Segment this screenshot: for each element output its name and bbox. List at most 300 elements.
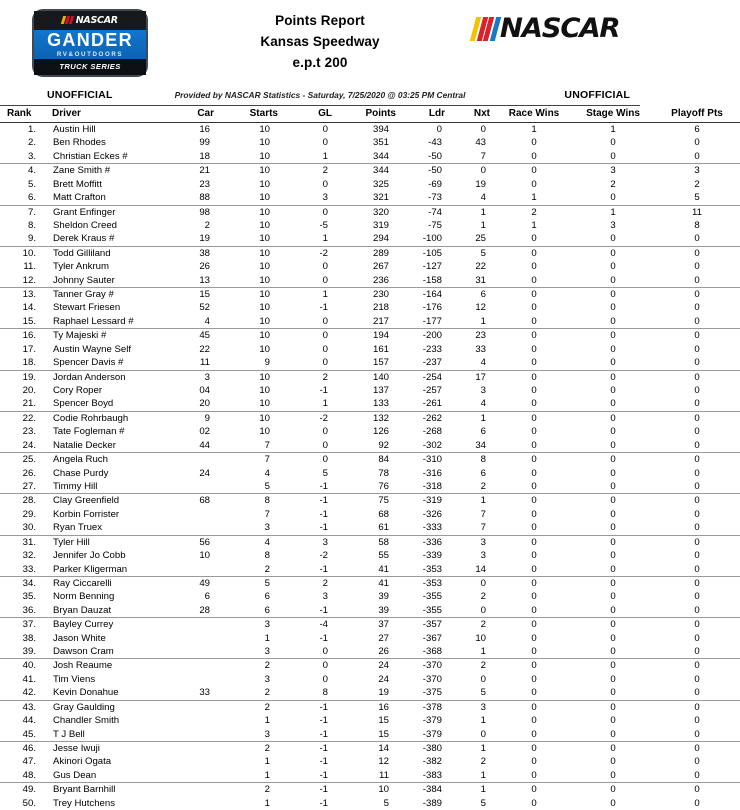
cell-car	[174, 741, 230, 755]
cell-ldr: -382	[422, 756, 442, 768]
table-row[interactable]	[0, 604, 740, 618]
cell-driver: Ray Ciccarelli	[53, 577, 112, 589]
cell-points: 39	[344, 604, 404, 618]
cell-gl: 2	[322, 165, 328, 177]
cell-ldr: -158	[404, 274, 452, 288]
table-row[interactable]	[0, 164, 740, 178]
cell-ldr: -353	[404, 563, 452, 577]
cell-playoff-pts: 8	[694, 219, 700, 231]
cell-gl: -1	[319, 385, 328, 397]
cell-race-wins: 0	[496, 439, 572, 453]
cell-gl: 0	[322, 426, 328, 438]
cell-ldr: -355	[404, 604, 452, 618]
table-row[interactable]	[0, 356, 740, 370]
table-row[interactable]	[0, 136, 740, 149]
table-row[interactable]	[0, 384, 740, 397]
cell-rank: 20.	[22, 385, 36, 397]
cell-gl: 5	[322, 467, 328, 479]
cell-car	[174, 521, 230, 535]
cell-rank: 39.	[0, 645, 42, 659]
cell-starts: 10	[259, 261, 270, 273]
cell-nxt: 19	[475, 178, 486, 190]
table-row[interactable]	[0, 329, 740, 343]
cell-gl: -1	[292, 521, 344, 535]
cell-nxt: 5	[480, 797, 486, 809]
table-row[interactable]	[0, 659, 740, 673]
table-row[interactable]	[0, 549, 740, 562]
table-row[interactable]	[0, 563, 740, 577]
column-header-nxt[interactable]: Nxt	[452, 106, 496, 123]
cell-nxt: 0	[480, 165, 486, 177]
cell-gl: 0	[322, 206, 328, 218]
cell-rank: 35.	[22, 591, 36, 603]
cell-nxt: 3	[480, 536, 486, 548]
cell-gl: 0	[322, 343, 328, 355]
cell-car: 16	[199, 124, 210, 135]
cell-points: 5	[383, 797, 389, 809]
column-header-stage-wins[interactable]: Stage Wins	[572, 106, 654, 123]
cell-gl: -1	[319, 797, 328, 809]
cell-driver: Natalie Decker	[42, 439, 174, 453]
column-header-playoff-pts[interactable]: Playoff Pts	[654, 106, 740, 123]
cell-driver: Chase Purdy	[53, 467, 109, 479]
cell-stage-wins: 0	[572, 439, 654, 453]
cell-driver: Bryant Barnhill	[53, 784, 116, 796]
cell-race-wins: 1	[496, 191, 572, 205]
cell-playoff-pts: 0	[694, 343, 700, 355]
cell-driver: Josh Reaume	[53, 660, 113, 672]
column-header-gl[interactable]: GL	[292, 106, 344, 123]
table-row[interactable]	[0, 246, 740, 260]
cell-ldr: -383	[404, 769, 452, 783]
cell-ldr: -379	[404, 728, 452, 742]
cell-rank: 25.	[22, 454, 36, 466]
cell-car: 02	[199, 426, 210, 438]
table-row[interactable]	[0, 508, 740, 521]
table-row[interactable]	[0, 769, 740, 783]
table-row[interactable]	[0, 397, 740, 411]
table-row[interactable]	[0, 618, 740, 632]
cell-ldr: -326	[422, 508, 442, 520]
cell-race-wins: 0	[531, 289, 537, 301]
cell-points: 78	[378, 467, 389, 479]
cell-race-wins: 1	[531, 124, 537, 135]
cell-starts: 1	[264, 797, 270, 809]
column-header-race-wins[interactable]: Race Wins	[496, 106, 572, 123]
cell-stage-wins: 1	[610, 124, 616, 135]
cell-playoff-pts: 0	[654, 645, 740, 659]
table-row[interactable]	[0, 467, 740, 480]
cell-driver: Kevin Donahue	[42, 686, 174, 700]
table-row[interactable]	[0, 260, 740, 273]
cell-playoff-pts: 0	[694, 619, 700, 631]
cell-driver: Clay Greenfield	[53, 495, 120, 507]
cell-points: 11	[344, 769, 404, 783]
cell-starts: 10	[259, 371, 270, 383]
cell-points: 61	[344, 521, 404, 535]
cell-gl: -1	[292, 480, 344, 494]
cell-driver: Tyler Ankrum	[53, 261, 109, 273]
cell-starts: 8	[264, 495, 270, 507]
cell-starts: 10	[259, 178, 270, 190]
cell-starts: 8	[264, 550, 270, 562]
cell-rank: 33.	[0, 563, 42, 577]
cell-points: 319	[372, 219, 389, 231]
cell-gl: -1	[319, 495, 328, 507]
cell-driver: Zane Smith #	[53, 165, 111, 177]
cell-stage-wins: 0	[610, 577, 616, 589]
cell-playoff-pts: 0	[694, 715, 700, 727]
table-row[interactable]	[0, 219, 740, 232]
cell-gl: -1	[319, 632, 328, 644]
cell-ldr: -302	[404, 439, 452, 453]
title-line-track: Kansas Speedway	[260, 34, 380, 49]
cell-rank: 47.	[22, 756, 36, 768]
cell-points: 132	[372, 412, 389, 424]
cell-points: 15	[378, 715, 389, 727]
cell-ldr: -379	[422, 715, 442, 727]
cell-race-wins: 0	[531, 137, 537, 149]
column-header-points[interactable]: Points	[344, 106, 404, 123]
cell-stage-wins: 0	[572, 645, 654, 659]
cell-car: 44	[174, 439, 230, 453]
cell-starts: 6	[264, 591, 270, 603]
cell-stage-wins: 0	[610, 330, 616, 342]
cell-stage-wins: 0	[610, 715, 616, 727]
cell-ldr: -73	[404, 191, 452, 205]
cell-starts: 1	[264, 632, 270, 644]
cell-stage-wins: 0	[610, 289, 616, 301]
cell-driver: Ryan Truex	[42, 521, 174, 535]
points-standings-table	[0, 106, 740, 810]
cell-playoff-pts: 0	[694, 302, 700, 314]
cell-nxt: 3	[480, 701, 486, 713]
table-row[interactable]	[0, 370, 740, 384]
cell-gl: -1	[292, 604, 344, 618]
table-row[interactable]	[0, 590, 740, 603]
cell-points: 230	[372, 289, 389, 301]
cell-starts: 10	[259, 247, 270, 259]
table-row[interactable]	[0, 686, 740, 700]
cell-gl: 0	[292, 274, 344, 288]
cell-ldr: -100	[404, 232, 452, 246]
table-row[interactable]	[0, 150, 740, 164]
table-row[interactable]	[0, 205, 740, 219]
cell-nxt: 10	[475, 632, 486, 644]
cell-gl: -1	[319, 302, 328, 314]
table-row[interactable]	[0, 343, 740, 356]
cell-ldr: -75	[428, 219, 442, 231]
cell-starts: 10	[259, 385, 270, 397]
cell-starts: 5	[230, 480, 292, 494]
cell-points: 126	[372, 426, 389, 438]
cell-ldr: -316	[422, 467, 442, 479]
cell-starts: 9	[230, 356, 292, 370]
cell-race-wins: 0	[531, 330, 537, 342]
cell-starts: 10	[230, 397, 292, 411]
cell-driver: Bryan Dauzat	[42, 604, 174, 618]
table-row[interactable]	[0, 673, 740, 686]
cell-race-wins: 0	[496, 315, 572, 329]
cell-rank: 16.	[22, 330, 36, 342]
cell-rank: 1.	[27, 124, 36, 135]
cell-points: 10	[378, 784, 389, 796]
cell-nxt: 7	[480, 508, 486, 520]
table-row[interactable]	[0, 411, 740, 425]
cell-rank: 48.	[0, 769, 42, 783]
table-row[interactable]	[0, 632, 740, 645]
cell-stage-wins: 0	[610, 536, 616, 548]
logo-brand-name: GANDER	[47, 29, 133, 50]
cell-car: 4	[174, 315, 230, 329]
cell-points: 344	[372, 165, 389, 177]
cell-rank: 42.	[0, 686, 42, 700]
cell-gl: 8	[292, 686, 344, 700]
cell-driver: Jason White	[53, 632, 106, 644]
cell-race-wins: 0	[531, 508, 537, 520]
table-row[interactable]	[0, 232, 740, 246]
cell-car: 28	[174, 604, 230, 618]
cell-race-wins: 0	[496, 604, 572, 618]
cell-nxt: 0	[452, 728, 496, 742]
cell-points: 294	[344, 232, 404, 246]
cell-stage-wins: 0	[610, 302, 616, 314]
cell-driver: Spencer Boyd	[42, 397, 174, 411]
cell-stage-wins: 0	[610, 784, 616, 796]
cell-car	[174, 632, 230, 645]
cell-points: 55	[378, 550, 389, 562]
cell-ldr: -262	[422, 412, 442, 424]
cell-ldr: -164	[422, 289, 442, 301]
cell-race-wins: 0	[496, 397, 572, 411]
cell-nxt: 8	[480, 454, 486, 466]
cell-race-wins: 0	[496, 480, 572, 494]
cell-stage-wins: 0	[572, 315, 654, 329]
cell-race-wins: 0	[496, 769, 572, 783]
table-row[interactable]	[0, 425, 740, 438]
unofficial-label-right: UNOFFICIAL	[564, 89, 630, 101]
cell-points: 157	[344, 356, 404, 370]
cell-stage-wins: 3	[610, 219, 616, 231]
cell-playoff-pts: 0	[694, 330, 700, 342]
cell-gl: 0	[322, 137, 328, 149]
cell-starts: 10	[259, 124, 270, 135]
cell-car: 13	[174, 274, 230, 288]
cell-ldr: -310	[422, 454, 442, 466]
table-row[interactable]	[0, 315, 740, 329]
cell-driver: Cory Roper	[53, 385, 103, 397]
cell-gl: -1	[319, 701, 328, 713]
cell-driver: Todd Gilliland	[53, 247, 111, 259]
cell-playoff-pts: 0	[694, 371, 700, 383]
table-row[interactable]	[0, 191, 740, 205]
cell-car	[174, 563, 230, 577]
cell-nxt: 2	[480, 591, 486, 603]
cell-starts: 10	[259, 302, 270, 314]
cell-nxt: 1	[480, 495, 486, 507]
table-row[interactable]	[0, 288, 740, 302]
cell-race-wins: 0	[531, 619, 537, 631]
cell-stage-wins: 0	[610, 550, 616, 562]
cell-ldr: -339	[422, 550, 442, 562]
table-row[interactable]	[0, 797, 740, 810]
table-row[interactable]	[0, 700, 740, 714]
cell-gl: 0	[322, 330, 328, 342]
cell-playoff-pts: 0	[654, 274, 740, 288]
title-line-report: Points Report	[275, 13, 365, 28]
cell-driver: Ben Rhodes	[53, 137, 106, 149]
cell-playoff-pts: 0	[694, 467, 700, 479]
cell-points: 26	[344, 645, 404, 659]
cell-car: 21	[199, 165, 210, 177]
column-header-car[interactable]: Car	[174, 106, 230, 123]
cell-rank: 28.	[22, 495, 36, 507]
table-row[interactable]	[0, 783, 740, 797]
cell-points: 39	[378, 591, 389, 603]
cell-driver: Angela Ruch	[53, 454, 108, 466]
cell-starts: 5	[264, 577, 270, 589]
cell-ldr: -319	[422, 495, 442, 507]
cell-playoff-pts: 0	[694, 137, 700, 149]
cell-nxt: 34	[452, 439, 496, 453]
cell-points: 351	[372, 137, 389, 149]
cell-car: 88	[174, 191, 230, 205]
report-header	[0, 0, 640, 86]
cell-ldr: -355	[422, 591, 442, 603]
cell-race-wins: 0	[531, 412, 537, 424]
cell-ldr: -177	[404, 315, 452, 329]
cell-gl: 1	[322, 289, 328, 301]
cell-race-wins: 0	[531, 756, 537, 768]
cell-stage-wins: 0	[610, 756, 616, 768]
cell-starts: 10	[259, 219, 270, 231]
cell-nxt: 7	[452, 150, 496, 164]
cell-nxt: 3	[480, 550, 486, 562]
cell-nxt: 2	[452, 480, 496, 494]
cell-nxt: 1	[480, 742, 486, 754]
cell-points: 267	[372, 261, 389, 273]
cell-nxt: 1	[480, 206, 486, 218]
cell-playoff-pts: 2	[694, 178, 700, 190]
table-row[interactable]	[0, 741, 740, 755]
cell-starts: 6	[230, 604, 292, 618]
cell-points: 12	[378, 756, 389, 768]
cell-starts: 10	[230, 191, 292, 205]
cell-playoff-pts: 0	[654, 150, 740, 164]
cell-car: 11	[174, 356, 230, 370]
cell-race-wins: 0	[531, 784, 537, 796]
column-header-starts[interactable]: Starts	[230, 106, 292, 123]
cell-nxt: 0	[480, 673, 486, 685]
table-row[interactable]	[0, 755, 740, 768]
cell-points: 218	[372, 302, 389, 314]
cell-race-wins: 0	[531, 797, 537, 809]
cell-car: 38	[199, 247, 210, 259]
cell-starts: 3	[230, 521, 292, 535]
cell-car: 3	[204, 371, 210, 383]
cell-points: 27	[378, 632, 389, 644]
table-row[interactable]	[0, 453, 740, 467]
cell-playoff-pts: 0	[694, 261, 700, 273]
cell-nxt: 1	[480, 784, 486, 796]
table-row[interactable]	[0, 535, 740, 549]
cell-stage-wins: 0	[572, 769, 654, 783]
cell-car: 15	[199, 289, 210, 301]
cell-nxt: 17	[475, 371, 486, 383]
cell-ldr: -389	[422, 797, 442, 809]
cell-driver: Christian Eckes #	[42, 150, 174, 164]
cell-driver: Raphael Lessard #	[42, 315, 174, 329]
cell-ldr: -370	[422, 673, 442, 685]
cell-starts: 10	[230, 150, 292, 164]
cell-starts: 10	[259, 289, 270, 301]
cell-starts: 7	[230, 439, 292, 453]
cell-playoff-pts: 0	[654, 232, 740, 246]
cell-driver: Grant Enfinger	[53, 206, 116, 218]
cell-points: 161	[372, 343, 389, 355]
table-row[interactable]	[0, 301, 740, 314]
table-row[interactable]	[0, 480, 740, 494]
column-header-ldr[interactable]: Ldr	[404, 106, 452, 123]
cell-stage-wins: 0	[610, 701, 616, 713]
cell-car: 04	[199, 385, 210, 397]
cell-nxt: 22	[475, 261, 486, 273]
cell-stage-wins: 0	[610, 371, 616, 383]
cell-nxt: 25	[452, 232, 496, 246]
cell-ldr: -384	[422, 784, 442, 796]
cell-points: 325	[372, 178, 389, 190]
cell-stage-wins: 0	[610, 591, 616, 603]
table-row[interactable]	[0, 274, 740, 288]
cell-gl: -1	[292, 563, 344, 577]
cell-driver: Korbin Forrister	[53, 508, 120, 520]
cell-rank: 9.	[0, 232, 42, 246]
cell-gl: 0	[322, 673, 328, 685]
cell-nxt: 23	[475, 330, 486, 342]
cell-driver: Timmy Hill	[42, 480, 174, 494]
cell-rank: 50.	[22, 797, 36, 809]
column-header-rank[interactable]: Rank	[0, 106, 42, 123]
table-row[interactable]	[0, 728, 740, 742]
column-header-driver[interactable]: Driver	[42, 106, 174, 123]
cell-playoff-pts: 0	[654, 439, 740, 453]
cell-driver: Stewart Friesen	[53, 302, 121, 314]
cell-ldr: -367	[422, 632, 442, 644]
table-row[interactable]	[0, 576, 740, 590]
table-row[interactable]	[0, 494, 740, 508]
cell-rank: 13.	[22, 289, 36, 301]
cell-race-wins: 0	[531, 454, 537, 466]
table-row[interactable]	[0, 439, 740, 453]
cell-rank: 37.	[22, 619, 36, 631]
cell-starts: 2	[230, 563, 292, 577]
cell-points: 16	[378, 701, 389, 713]
cell-starts: 10	[259, 412, 270, 424]
cell-race-wins: 0	[531, 536, 537, 548]
table-row[interactable]	[0, 521, 740, 535]
table-row[interactable]	[0, 714, 740, 727]
cell-stage-wins: 0	[610, 673, 616, 685]
cell-ldr: -336	[422, 536, 442, 548]
cell-playoff-pts: 5	[654, 191, 740, 205]
table-row[interactable]	[0, 178, 740, 191]
table-row[interactable]	[0, 645, 740, 659]
table-row[interactable]	[0, 123, 740, 137]
cell-gl: 0	[322, 178, 328, 190]
cell-starts: 3	[230, 645, 292, 659]
cell-rank: 40.	[22, 660, 36, 672]
cell-race-wins: 0	[496, 728, 572, 742]
